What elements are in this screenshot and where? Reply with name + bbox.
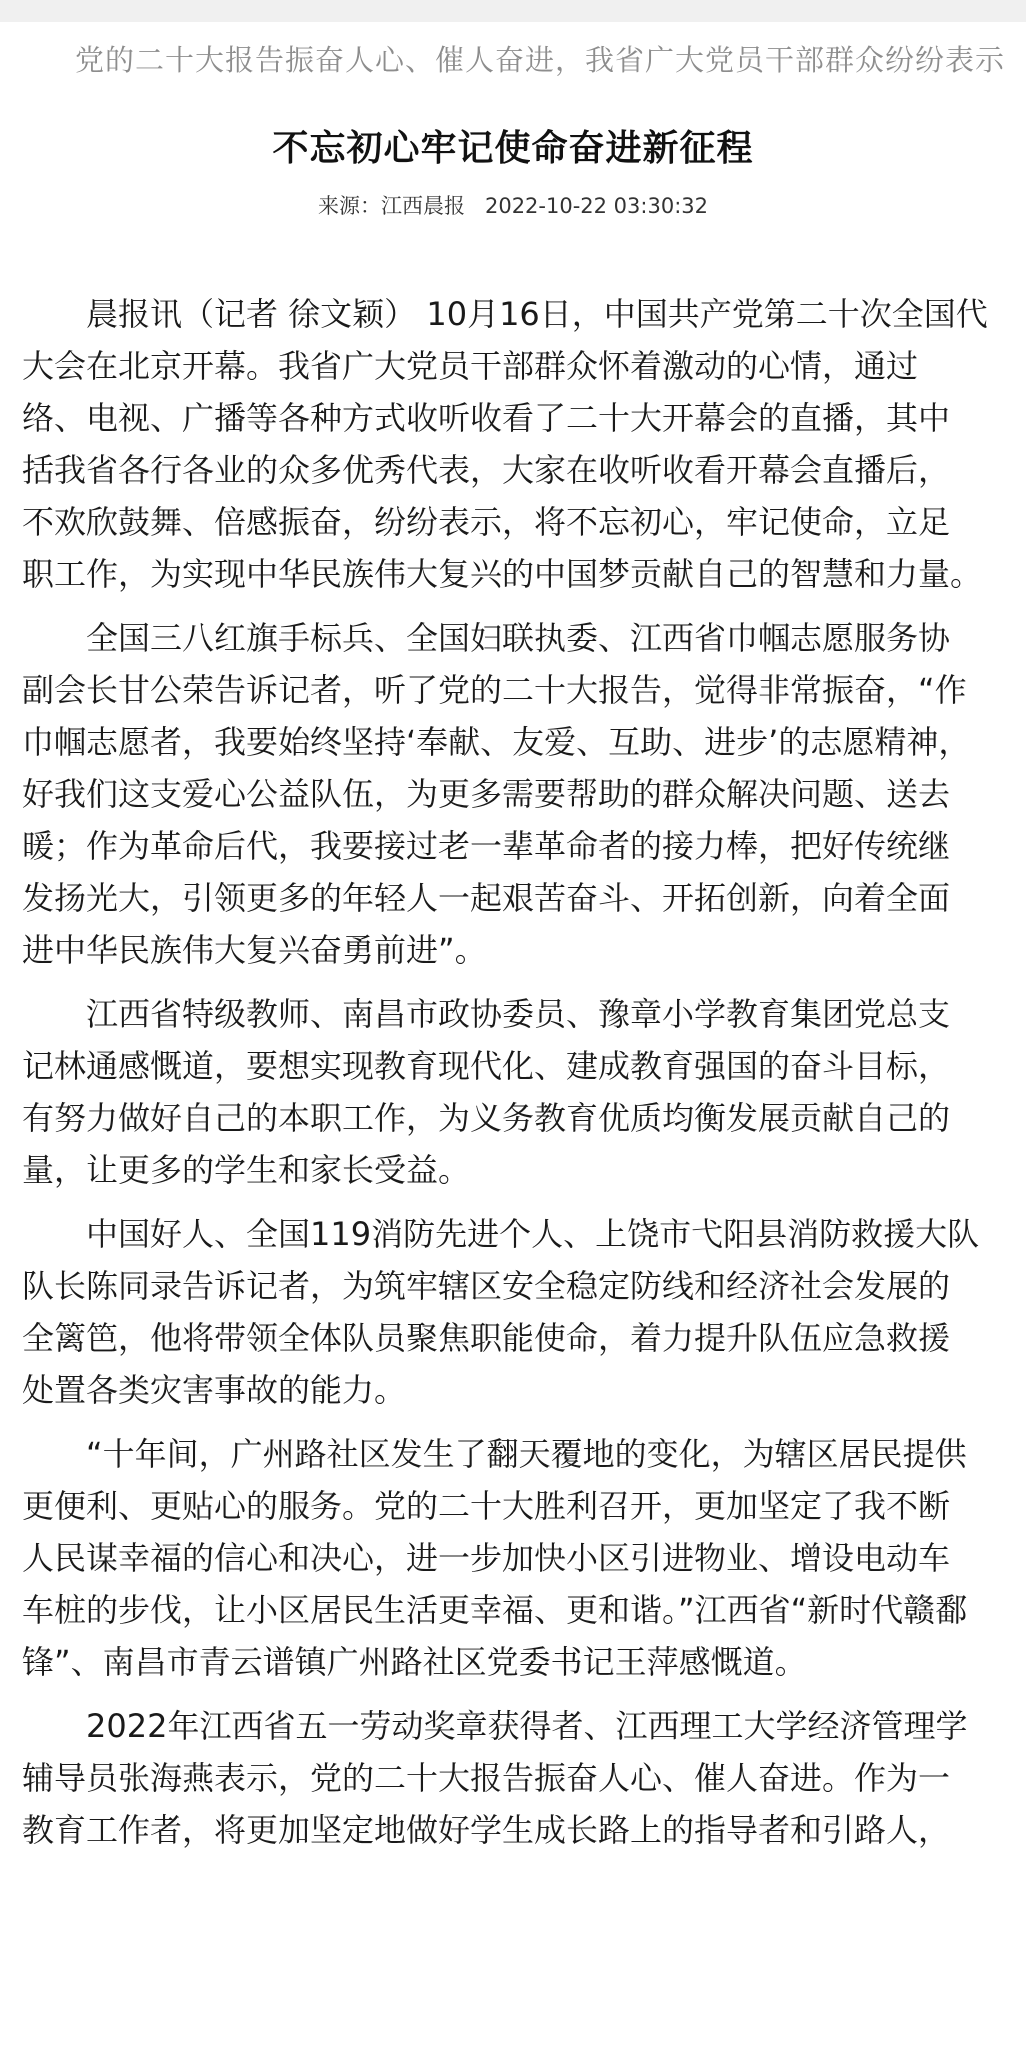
paragraph-line: 有努力做好自己的本职工作，为义务教育优质均衡发展贡献自己的: [22, 1099, 951, 1137]
paragraph-line: 络、电视、广播等各种方式收听收看了二十大开幕会的直播，其中: [22, 399, 951, 437]
article-subtitle: 党的二十大报告振奋人心、催人奋进，我省广大党员干部群众纷纷表示: [74, 43, 1005, 77]
paragraph: [22, 1208, 1026, 1416]
paragraph-line: 不欢欣鼓舞、倍感振奋，纷纷表示，将不忘初心，牢记使命，立足: [22, 503, 951, 541]
paragraph-line: 发扬光大，引领更多的年轻人一起艰苦奋斗、开拓创新，向着全面: [22, 879, 951, 917]
paragraph-line: 巾帼志愿者，我要始终坚持‘奉献、友爱、互助、进步’的志愿精神，: [22, 723, 971, 761]
article-meta: [0, 191, 1026, 221]
source-label: 来源：江西晨报: [317, 194, 465, 218]
paragraph-line: 全国三八红旗手标兵、全国妇联执委、江西省巾帼志愿服务协: [86, 619, 951, 657]
rendered-paragraphs: [22, 288, 1026, 1856]
publish-datetime: 2022-10-22 03:30:32: [484, 194, 709, 218]
paragraph-line: 晨报讯（记者 徐文颖） 10月16日，中国共产党第二十次全国代: [86, 295, 988, 333]
paragraph-line: 锋”、南昌市青云谱镇广州路社区党委书记王萍感慨道。: [22, 1643, 807, 1681]
paragraph-line: 处置各类灾害事故的能力。: [22, 1371, 407, 1409]
top-strip: [0, 0, 1026, 22]
paragraph-line: 2022年江西省五一劳动奖章获得者、江西理工大学经济管理学: [86, 1707, 968, 1745]
paragraph-line: 记林通感慨道，要想实现教育现代化、建成教育强国的奋斗目标，: [22, 1047, 951, 1085]
paragraph-line: 教育工作者，将更加坚定地做好学生成长路上的指导者和引路人，: [22, 1811, 951, 1849]
paragraph-line: 辅导员张海燕表示，党的二十大报告振奋人心、催人奋进。作为一: [22, 1759, 951, 1797]
paragraph-line: 队长陈同录告诉记者，为筑牢辖区安全稳定防线和经济社会发展的: [22, 1267, 951, 1305]
paragraph: [22, 612, 1026, 976]
article-body: [22, 288, 1026, 1868]
paragraph-line: 全篱笆，他将带领全体队员聚焦职能使命，着力提升队伍应急救援: [22, 1319, 951, 1357]
paragraph-line: 大会在北京开幕。我省广大党员干部群众怀着激动的心情，通过: [22, 347, 919, 385]
paragraph-line: 好我们这支爱心公益队伍，为更多需要帮助的群众解决问题、送去: [22, 775, 951, 813]
paragraph-line: 人民谋幸福的信心和决心，进一步加快小区引进物业、增设电动车: [22, 1539, 951, 1577]
paragraph-line: 更便利、更贴心的服务。党的二十大胜利召开，更加坚定了我不断: [22, 1487, 951, 1525]
paragraph-line: 职工作，为实现中华民族伟大复兴的中国梦贡献自己的智慧和力量。: [22, 555, 983, 593]
paragraph-line: “十年间，广州路社区发生了翻天覆地的变化，为辖区居民提供: [86, 1435, 967, 1473]
paragraph: [22, 288, 1026, 600]
paragraph-line: 江西省特级教师、南昌市政协委员、豫章小学教育集团党总支: [86, 995, 951, 1033]
paragraph: [22, 988, 1026, 1196]
paragraph-line: 量，让更多的学生和家长受益。: [22, 1151, 471, 1189]
paragraph-line: 进中华民族伟大复兴奋勇前进”。: [22, 931, 487, 969]
paragraph-line: 副会长甘公荣告诉记者，听了党的二十大报告，觉得非常振奋，“作: [22, 671, 967, 709]
article-title: 不忘初心牢记使命奋进新征程: [272, 128, 754, 169]
paragraph-line: 暖；作为革命后代，我要接过老一辈革命者的接力棒，把好传统继: [22, 827, 951, 865]
paragraph-line: 括我省各行各业的众多优秀代表，大家在收听收看开幕会直播后，: [22, 451, 951, 489]
paragraph-line: 中国好人、全国119消防先进个人、上饶市弋阳县消防救援大队: [86, 1215, 980, 1253]
paragraph-line: 车桩的步伐，让小区居民生活更幸福、更和谐。”江西省“新时代赣鄱: [22, 1591, 968, 1629]
paragraph: [22, 1700, 1026, 1856]
paragraph: [22, 1428, 1026, 1688]
